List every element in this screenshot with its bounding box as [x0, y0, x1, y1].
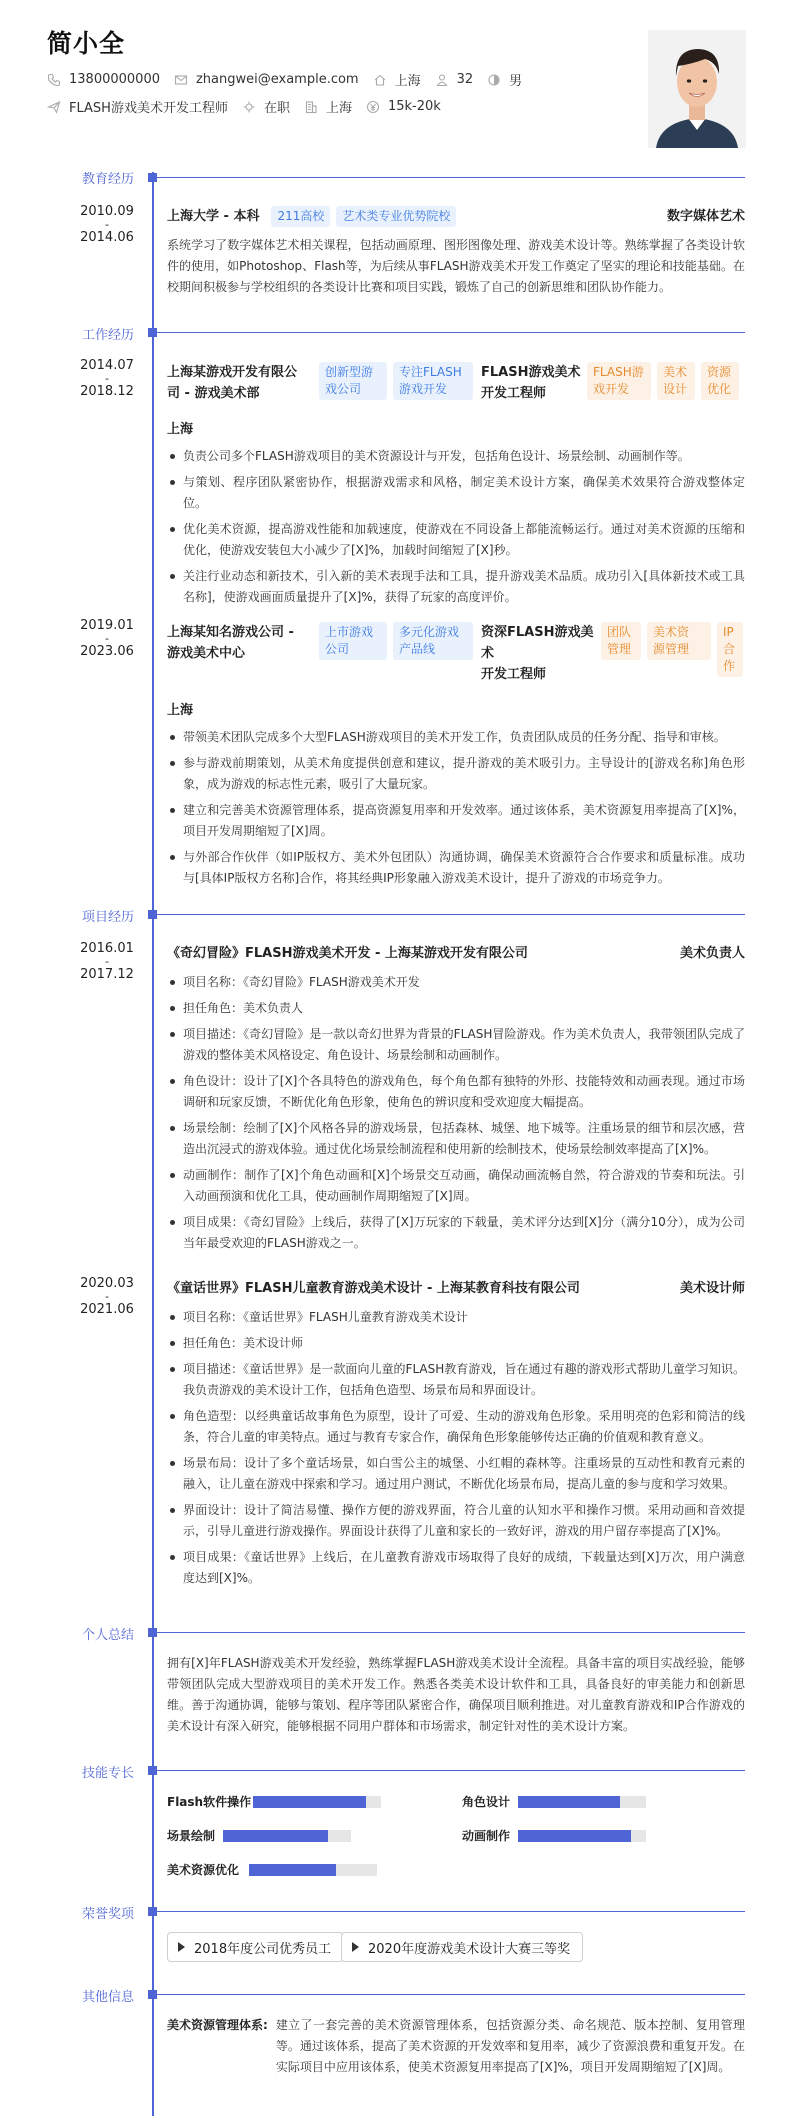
award-chip — [167, 1932, 344, 1962]
project-details — [167, 972, 745, 1254]
date-end: 2014.06 — [80, 230, 134, 245]
skill-name: Flash软件操作 — [167, 1795, 252, 1809]
date-start: 2014.07 — [80, 358, 134, 373]
status-info — [242, 97, 290, 116]
skill-item — [167, 1793, 381, 1810]
award-chip — [341, 1932, 583, 1962]
other-info-block — [167, 2015, 745, 2078]
position-tag: 美术资 源管理 — [647, 622, 711, 660]
list-item: 场景布局：设计了多个童话场景，如白雪公主的城堡、小红帽的森林等。注重场景的互动性和教育元素的融入，让儿童在游戏中探索和学习。通过用户测试，不断优化场景布局，提高儿童的参与度和学习效果。 — [167, 1453, 745, 1495]
list-item: 建立和完善美术资源管理体系，提高资源复用率和开发效率。通过该体系，美术资源复用率提高了[X]%，项目开发周期缩短了[X]周。 — [167, 800, 745, 842]
age-text: 32 — [456, 72, 474, 87]
list-item: 项目成果：《童话世界》上线后，在儿童教育游戏市场取得了良好的成绩，下载量达到[X]万次，用户满意度达到[X]%。 — [167, 1547, 745, 1589]
project-title: 《奇幻冒险》FLASH游戏美术开发 - 上海某游戏开发有限公司 — [167, 946, 528, 961]
company-tag: 创新型游 戏公司 — [319, 362, 387, 400]
skill-bar — [518, 1830, 646, 1842]
section-divider — [148, 1632, 745, 1633]
work-city: 上海 — [167, 422, 194, 437]
skill-name: 美术资源优化 — [167, 1863, 240, 1877]
list-item: 与策划、程序团队紧密协作，根据游戏需求和风格，制定美术设计方案，确保美术效果符合游戏整体定位。 — [167, 472, 745, 514]
position-tag: FLASH游 戏开发 — [587, 362, 651, 400]
section-title-skills: 技能专长 — [82, 1766, 135, 1781]
list-item: 角色设计：设计了[X]个各具特色的游戏角色，每个角色都有独特的外形、技能特效和动画表现。通过市场调研和玩家反馈，不断优化角色形象，使角色的辨识度和受欢迎度大幅提高。 — [167, 1071, 745, 1113]
skill-name: 场景绘制 — [167, 1829, 216, 1843]
work-entry — [167, 622, 745, 894]
contact-row — [47, 70, 536, 89]
project-title: 《童话世界》FLASH儿童教育游戏美术设计 - 上海某教育科技有限公司 — [167, 1281, 580, 1296]
job-title-text: FLASH游戏美术开发工程师 — [69, 101, 228, 116]
company-name: 上海某知名游戏公司 - 游戏美术中心 — [167, 625, 294, 661]
section-divider — [148, 332, 745, 333]
job-intent-row — [47, 97, 455, 116]
list-item: 项目名称：《童话世界》FLASH儿童教育游戏美术设计 — [167, 1307, 745, 1328]
company-name: 上海某游戏开发有限公 司 - 游戏美术部 — [167, 365, 298, 401]
major-name: 数字媒体艺术 — [666, 209, 745, 224]
list-item: 与外部合作伙伴（如IP版权方、美术外包团队）沟通协调，确保美术资源符合合作要求和质量标准。成功与[具体IP版权方名称]合作，将其经典IP形象融入游戏美术设计，提升了游戏的市场竞争力。 — [167, 847, 745, 889]
skill-bar-fill — [518, 1830, 631, 1842]
list-item: 界面设计：设计了简洁易懂、操作方便的游戏界面，符合儿童的认知水平和操作习惯。采用动画和音效提示，引导儿童进行游戏操作。界面设计获得了儿童和家长的一致好评，游戏的用户留存率提高了[X]%。 — [167, 1500, 745, 1542]
project-dates: 2016.01 - 2017.12 — [78, 940, 136, 984]
list-item: 关注行业动态和新技术，引入新的美术表现手法和工具，提升游戏美术品质。成功引入[具体新技术或工具名称]，使游戏画面质量提升了[X]%，获得了玩家的高度评价。 — [167, 566, 745, 608]
email-text: zhangwei@example.com — [195, 72, 359, 87]
date-end: 2018.12 — [80, 384, 134, 399]
section-divider — [148, 1770, 745, 1771]
project-role: 美术负责人 — [679, 946, 745, 961]
education-dates: 2010.09 - 2014.06 — [78, 203, 136, 247]
location-text: 上海 — [394, 74, 421, 89]
project-entry — [167, 943, 745, 1259]
work-city: 上海 — [167, 703, 194, 718]
city-info — [304, 97, 352, 116]
project-entry — [167, 1278, 745, 1594]
education-tag: 211高校 — [271, 206, 330, 227]
section-title-projects: 项目经历 — [82, 910, 135, 925]
age-icon — [435, 73, 449, 87]
company-tag: 专注FLASH 游戏开发 — [393, 362, 473, 400]
email-info — [174, 72, 359, 87]
list-item: 担任角色：美术设计师 — [167, 1333, 745, 1354]
project-details — [167, 1307, 745, 1589]
list-item: 担任角色：美术负责人 — [167, 998, 745, 1019]
location-info — [373, 70, 421, 89]
building-icon — [304, 100, 318, 114]
skill-bar-fill — [253, 1796, 366, 1808]
company-tag: 多元化游戏 产品线 — [393, 622, 473, 660]
skill-bar — [518, 1796, 646, 1808]
timeline-line — [152, 172, 154, 2116]
salary-icon — [366, 100, 380, 114]
skill-item — [462, 1827, 646, 1844]
skill-bar-fill — [223, 1830, 328, 1842]
list-item: 角色造型：以经典童话故事角色为原型，设计了可爱、生动的游戏角色形象。采用明亮的色彩和简洁的线条，符合儿童的审美特点。通过与教育专家合作，确保角色形象能够传达正确的价值观和教育意义。 — [167, 1406, 745, 1448]
education-description: 系统学习了数字媒体艺术相关课程，包括动画原理、图形图像处理、游戏美术设计等。熟练掌握了各类设计软件的使用，如Photoshop、Flash等，为后续从事FLASH游戏美术开发工作奠定了坚实的理论和技能基础。在校期间积极参与学校组织的各类设计比赛和项目实践，锻炼了自己的创新思维和团队协作能力。 — [167, 238, 745, 294]
section-title-education: 教育经历 — [82, 172, 135, 187]
section-marker — [148, 173, 157, 182]
date-start: 2010.09 — [80, 204, 134, 219]
work-dates: 2014.07 - 2018.12 — [78, 357, 136, 401]
profile-photo — [648, 30, 746, 148]
company-tag: 上市游戏 公司 — [319, 622, 387, 660]
section-title-work: 工作经历 — [82, 328, 135, 343]
list-item: 场景绘制：绘制了[X]个风格各异的游戏场景，包括森林、城堡、地下城等。注重场景的细节和层次感，营造出沉浸式的游戏体验。通过优化场景绘制流程和使用新的绘制技术，使场景绘制效率提高了[X]%。 — [167, 1118, 745, 1160]
city-text: 上海 — [325, 101, 352, 116]
section-marker — [148, 328, 157, 337]
section-divider — [148, 1911, 745, 1912]
salary-info — [366, 99, 441, 114]
section-divider — [148, 914, 745, 915]
project-dates: 2020.03 - 2021.06 — [78, 1275, 136, 1319]
section-marker — [148, 1990, 157, 1999]
section-marker — [148, 1907, 157, 1916]
position-title: FLASH游戏美术 开发工程师 — [481, 365, 581, 401]
work-entry — [167, 362, 745, 613]
gender-icon — [487, 73, 501, 87]
status-icon — [242, 100, 256, 114]
position-tag: IP 合 作 — [717, 622, 743, 677]
position-tag: 团队 管理 — [601, 622, 641, 660]
section-marker — [148, 1766, 157, 1775]
list-item: 项目成果：《奇幻冒险》上线后，获得了[X]万玩家的下载量，美术评分达到[X]分（满分10分），成为公司当年最受欢迎的FLASH游戏之一。 — [167, 1212, 745, 1254]
section-marker — [148, 1628, 157, 1637]
date-start: 2020.03 — [80, 1276, 134, 1291]
other-info-text: 建立了一套完善的美术资源管理体系，包括资源分类、命名规范、版本控制、复用管理等。通过该体系，提高了美术资源的开发效率和复用率，减少了资源浪费和重复开发。在实际项目中应用该体系，使美术资源复用率提高了[X]%，项目开发周期缩短了[X]周。 — [275, 2018, 745, 2074]
gender-info — [487, 70, 522, 89]
play-icon — [352, 1942, 359, 1952]
education-tag: 艺术类专业优势院校 — [336, 206, 456, 227]
position-title: 资深FLASH游戏美术 开发工程师 — [481, 625, 594, 682]
skill-name: 角色设计 — [462, 1795, 511, 1809]
project-role: 美术设计师 — [679, 1281, 745, 1296]
list-item: 动画制作：制作了[X]个角色动画和[X]个场景交互动画，确保动画流畅自然，符合游戏的节奏和玩法。引入动画预演和优化工具，使动画制作周期缩短了[X]周。 — [167, 1165, 745, 1207]
candidate-name: 简小全 — [47, 29, 126, 58]
school-name: 上海大学 - 本科 — [167, 209, 260, 224]
list-item: 项目名称：《奇幻冒险》FLASH游戏美术开发 — [167, 972, 745, 993]
age-info — [435, 72, 474, 87]
section-title-awards: 荣誉奖项 — [82, 1907, 135, 1922]
section-marker — [148, 910, 157, 919]
section-divider — [148, 1994, 745, 1995]
section-title-summary: 个人总结 — [82, 1628, 135, 1643]
skill-item — [462, 1793, 646, 1810]
position-tag: 美术 设计 — [657, 362, 695, 400]
skill-bar — [253, 1796, 381, 1808]
work-duties — [167, 446, 745, 608]
summary-block — [167, 1653, 745, 1737]
home-icon — [373, 73, 387, 87]
position-tag: 资源 优化 — [701, 362, 739, 400]
phone-info — [47, 72, 160, 87]
list-item: 负责公司多个FLASH游戏项目的美术资源设计与开发，包括角色设计、场景绘制、动画制作等。 — [167, 446, 745, 467]
list-item: 项目描述：《奇幻冒险》是一款以奇幻世界为背景的FLASH冒险游戏。作为美术负责人，我带领团队完成了游戏的整体美术风格设定、角色设计、场景绘制和动画制作。 — [167, 1024, 745, 1066]
list-item: 带领美术团队完成多个大型FLASH游戏项目的美术开发工作，负责团队成员的任务分配、指导和审核。 — [167, 727, 745, 748]
work-dates: 2019.01 - 2023.06 — [78, 617, 136, 661]
skill-bar-fill — [518, 1796, 620, 1808]
send-icon — [47, 100, 61, 114]
date-end: 2023.06 — [80, 644, 134, 659]
salary-text: 15k-20k — [387, 99, 441, 114]
skill-name: 动画制作 — [462, 1829, 511, 1843]
job-title-info — [47, 97, 228, 116]
list-item: 项目描述：《童话世界》是一款面向儿童的FLASH教育游戏，旨在通过有趣的游戏形式帮助儿童学习知识。我负责游戏的美术设计工作，包括角色造型、场景布局和界面设计。 — [167, 1359, 745, 1401]
date-end: 2017.12 — [80, 967, 134, 982]
date-start: 2019.01 — [80, 618, 134, 633]
phone-text: 13800000000 — [69, 72, 160, 87]
skill-item — [167, 1861, 377, 1878]
work-duties — [167, 727, 745, 889]
award-text: 2018年度公司优秀员工 — [194, 1941, 332, 1957]
email-icon — [174, 73, 188, 87]
gender-text: 男 — [509, 74, 523, 89]
education-entry — [167, 206, 745, 298]
date-start: 2016.01 — [80, 941, 134, 956]
phone-icon — [47, 73, 61, 87]
other-info-label: 美术资源管理体系: — [167, 2018, 268, 2032]
summary-text: 拥有[X]年FLASH游戏美术开发经验，熟练掌握FLASH游戏美术设计全流程。具备丰富的项目实战经验，能够带领团队完成大型游戏项目的美术开发工作。熟悉各类美术设计软件和工具，具备良好的审美能力和创新思维。善于沟通协调，能够与策划、程序等团队紧密合作，确保项目顺利推进。对儿童教育游戏和IP合作游戏的美术设计有深入研究，能够根据不同用户群体和市场需求，制定针对性的美术设计方案。 — [167, 1656, 745, 1733]
status-text: 在职 — [263, 101, 290, 116]
section-divider — [148, 177, 745, 178]
list-item: 优化美术资源，提高游戏性能和加载速度，使游戏在不同设备上都能流畅运行。通过对美术资源的压缩和优化，使游戏安装包大小减少了[X]%，加载时间缩短了[X]秒。 — [167, 519, 745, 561]
skill-bar — [223, 1830, 351, 1842]
play-icon — [178, 1942, 185, 1952]
award-text: 2020年度游戏美术设计大赛三等奖 — [368, 1941, 571, 1957]
date-end: 2021.06 — [80, 1302, 134, 1317]
section-title-other: 其他信息 — [82, 1990, 135, 2005]
skill-bar-fill — [249, 1864, 336, 1876]
skill-item — [167, 1827, 351, 1844]
list-item: 参与游戏前期策划，从美术角度提供创意和建议，提升游戏的美术吸引力。主导设计的[游戏名称]角色形象，成为游戏的标志性元素，吸引了大量玩家。 — [167, 753, 745, 795]
skill-bar — [249, 1864, 377, 1876]
